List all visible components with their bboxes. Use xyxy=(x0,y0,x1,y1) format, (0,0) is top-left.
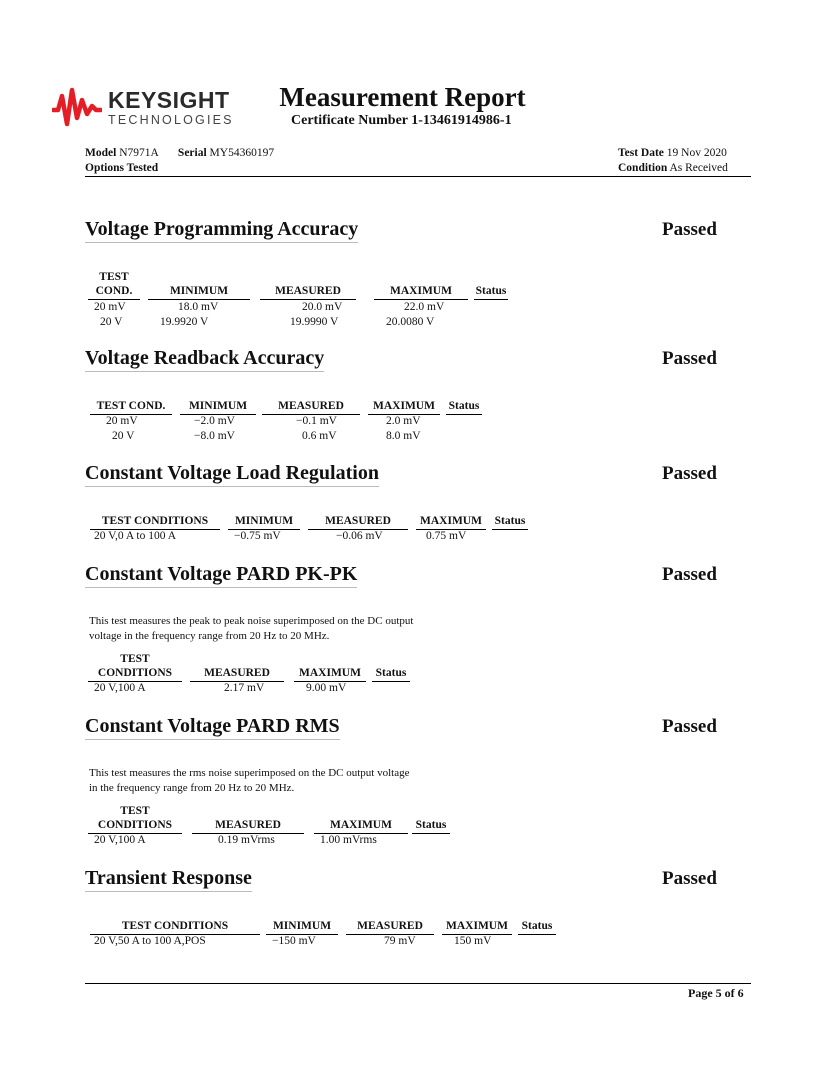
test-date-line xyxy=(618,146,727,161)
test-date-value: 19 Nov 2020 xyxy=(666,147,727,159)
page-title: Measurement Report xyxy=(279,82,526,112)
cell-meas: 20.0 mV xyxy=(302,301,343,313)
result-cvlr: Passed xyxy=(662,463,717,484)
section-title-rms: Constant Voltage PARD RMS xyxy=(85,715,340,740)
cell-meas: 19.9990 V xyxy=(290,316,339,328)
model-line xyxy=(85,146,274,161)
cell-max: 9.00 mV xyxy=(306,682,347,694)
header-divider xyxy=(85,176,751,177)
header-test-conditions: TEST CONDITIONS xyxy=(90,514,220,530)
cell-min: −2.0 mV xyxy=(194,415,235,427)
header-minimum: MINIMUM xyxy=(266,919,338,935)
header-measured: MEASURED xyxy=(260,284,356,300)
header-test-conditions: TEST CONDITIONS xyxy=(88,804,182,834)
section-title-transient: Transient Response xyxy=(85,867,252,892)
cell-meas: −0.06 mV xyxy=(336,530,383,542)
cell-max: 8.0 mV xyxy=(386,430,421,442)
header-maximum: MAXIMUM xyxy=(442,919,512,935)
header-measured: MEASURED xyxy=(190,666,284,682)
cell-meas: −0.1 mV xyxy=(296,415,337,427)
cell-max: 1.00 mVrms xyxy=(320,834,377,846)
header-measured: MEASURED xyxy=(308,514,408,530)
condition-label: Condition xyxy=(618,162,668,174)
section-title-vpa: Voltage Programming Accuracy xyxy=(85,218,358,243)
cell-meas: 79 mV xyxy=(384,935,416,947)
options-tested xyxy=(85,161,158,176)
result-transient: Passed xyxy=(662,868,717,889)
cell-min: −150 mV xyxy=(272,935,316,947)
logo-name: KEYSIGHT xyxy=(108,87,230,113)
cell-cond: 20 V xyxy=(100,316,123,328)
header-status: Status xyxy=(492,514,528,530)
header-test-cond: TEST COND. xyxy=(90,399,172,415)
cell-cond: 20 V,100 A xyxy=(94,682,146,694)
page-number: Page 5 of 6 xyxy=(688,986,744,1000)
cell-max: 20.0080 V xyxy=(386,316,435,328)
header-minimum: MINIMUM xyxy=(148,284,250,300)
header-test-conditions: TEST CONDITIONS xyxy=(90,919,260,935)
certificate-number: Certificate Number 1-13461914986-1 xyxy=(291,113,512,128)
model-value: N7971A xyxy=(119,147,159,159)
condition-line xyxy=(618,161,728,176)
header-maximum: MAXIMUM xyxy=(416,514,486,530)
result-vpa: Passed xyxy=(662,219,717,240)
header-maximum: MAXIMUM xyxy=(368,399,440,415)
condition-value: As Received xyxy=(669,162,728,174)
header-test-conditions: TEST CONDITIONS xyxy=(88,652,182,682)
cell-cond: 20 mV xyxy=(94,301,126,313)
cell-min: 19.9920 V xyxy=(160,316,209,328)
header-status: Status xyxy=(518,919,556,935)
result-vra: Passed xyxy=(662,348,717,369)
header-maximum: MAXIMUM xyxy=(374,284,468,300)
header-measured: MEASURED xyxy=(346,919,434,935)
result-rms: Passed xyxy=(662,716,717,737)
cell-cond: 20 V xyxy=(112,430,135,442)
cell-min: −0.75 mV xyxy=(234,530,281,542)
header-maximum: MAXIMUM xyxy=(294,666,366,682)
header-minimum: MINIMUM xyxy=(180,399,256,415)
cell-meas: 0.6 mV xyxy=(302,430,337,442)
header-minimum: MINIMUM xyxy=(228,514,300,530)
description-pkpk: This test measures the peak to peak noise superimposed on the DC output voltage in the frequency range from 20 Hz to 20 MHz. xyxy=(89,615,414,642)
cell-max: 2.0 mV xyxy=(386,415,421,427)
cell-cond: 20 V,50 A to 100 A,POS xyxy=(94,935,206,947)
model-label: Model xyxy=(85,147,117,159)
section-title-cvlr: Constant Voltage Load Regulation xyxy=(85,462,379,487)
header-status: Status xyxy=(372,666,410,682)
header-status: Status xyxy=(446,399,482,415)
test-date-label: Test Date xyxy=(618,147,664,159)
header-status: Status xyxy=(412,818,450,834)
cell-cond: 20 V,100 A xyxy=(94,834,146,846)
section-title-pkpk: Constant Voltage PARD PK-PK xyxy=(85,563,357,588)
logo-subtitle: TECHNOLOGIES xyxy=(108,113,234,127)
serial-value: MY54360197 xyxy=(209,147,275,159)
cell-min: −8.0 mV xyxy=(194,430,235,442)
header-measured: MEASURED xyxy=(262,399,360,415)
header-measured: MEASURED xyxy=(192,818,304,834)
cell-max: 22.0 mV xyxy=(404,301,445,313)
header-status: Status xyxy=(474,284,508,300)
cell-meas: 0.19 mVrms xyxy=(218,834,275,846)
result-pkpk: Passed xyxy=(662,564,717,585)
header-maximum: MAXIMUM xyxy=(314,818,408,834)
section-title-vra: Voltage Readback Accuracy xyxy=(85,347,324,372)
serial-label: Serial xyxy=(177,147,207,159)
cell-min: 18.0 mV xyxy=(178,301,219,313)
footer-divider xyxy=(85,983,751,984)
options-label: Options Tested xyxy=(85,162,159,174)
cell-max: 0.75 mV xyxy=(426,530,467,542)
description-rms: This test measures the rms noise superimposed on the DC output voltage in the frequency range from 20 Hz to 20 MHz. xyxy=(89,767,410,794)
cell-max: 150 mV xyxy=(454,935,492,947)
header-test-cond: TEST COND. xyxy=(88,270,140,300)
cell-cond: 20 mV xyxy=(106,415,138,427)
cell-meas: 2.17 mV xyxy=(224,682,265,694)
cell-cond: 20 V,0 A to 100 A xyxy=(94,530,177,542)
